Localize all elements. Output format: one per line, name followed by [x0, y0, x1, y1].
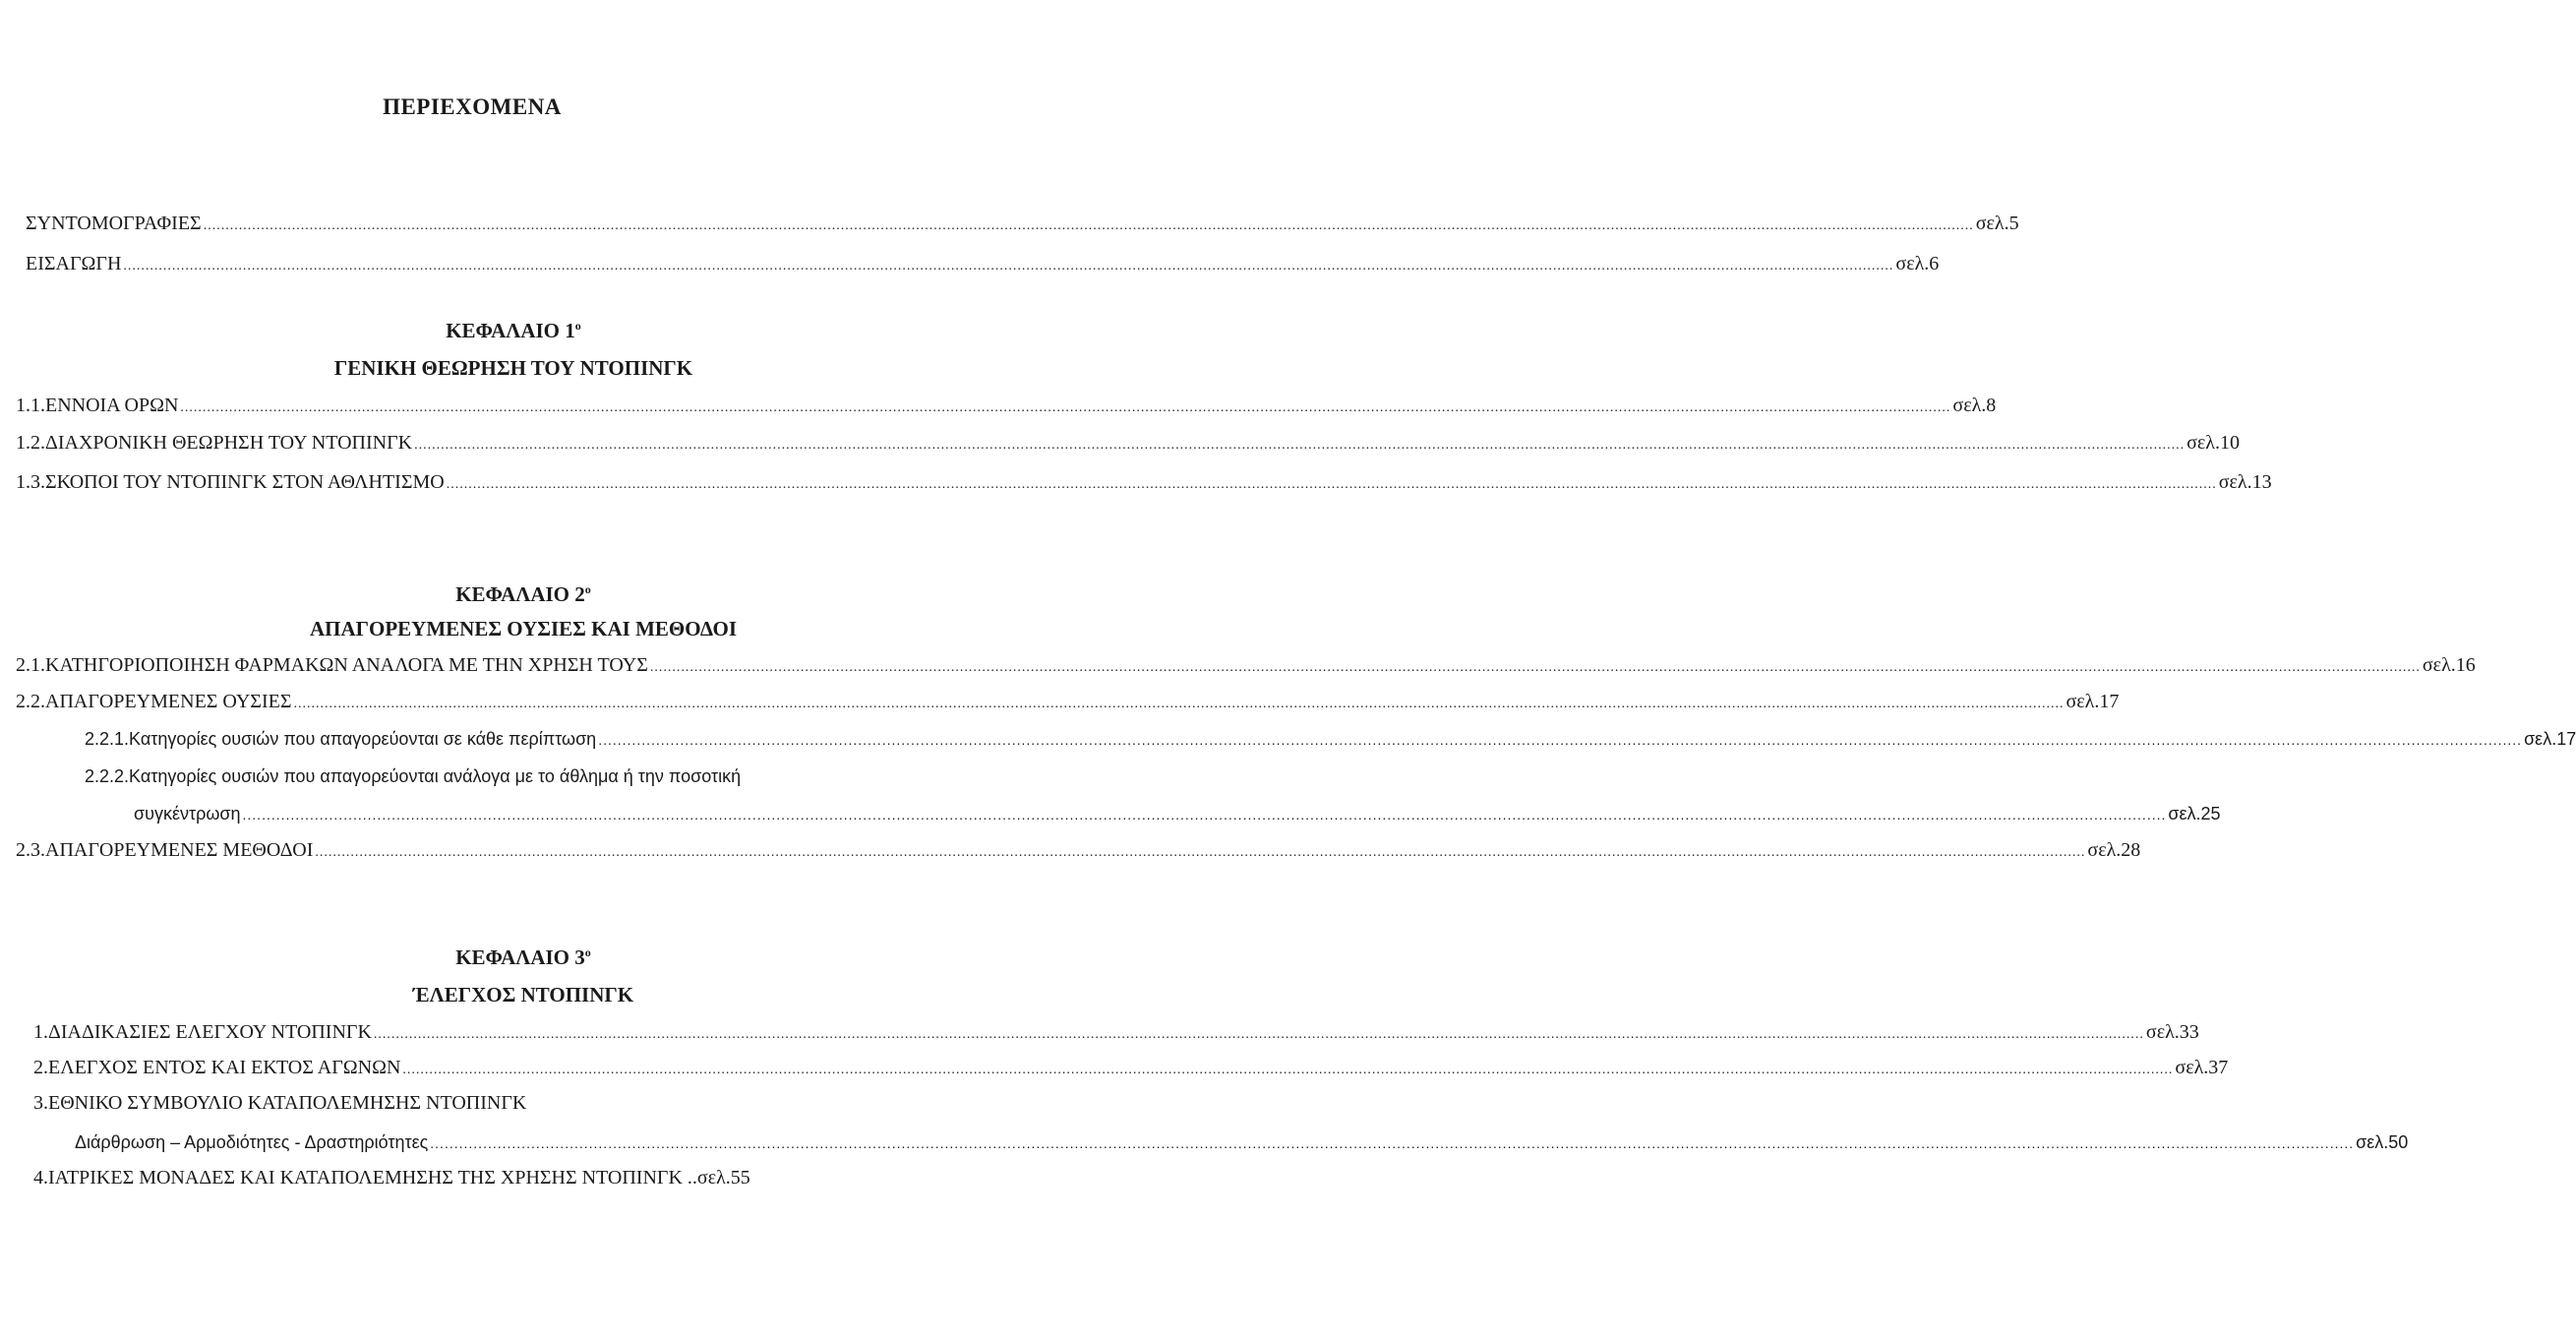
toc-entry[interactable]: [134, 801, 2221, 827]
toc-entry-page: σελ.17: [2524, 729, 2576, 749]
toc-entry[interactable]: [16, 837, 2141, 866]
toc-entry-page: σελ.25: [2168, 804, 2221, 824]
dot-leader: ................................................................................................................................................................................................................................................................................................................................................................................................................: [242, 807, 2167, 823]
chapter-heading-1: ΚΕΦΑΛΑΙΟ $1^o$: [446, 319, 581, 342]
toc-entry[interactable]: [85, 726, 2576, 753]
toc-entry[interactable]: [33, 1165, 824, 1190]
toc-entry-page: σελ.10: [2187, 432, 2240, 454]
toc-entry-abbreviations[interactable]: [26, 211, 2019, 239]
toc-entry-label: 4.ΙΑΤΡΙΚΕΣ ΜΟΝΑΔΕΣ ΚΑΙ ΚΑΤΑΠΟΛΕΜΗΣΗΣ ΤΗΣ ΧΡΗΣΗΣ ΝΤΟΠΙΝΓΚ ..: [33, 1167, 697, 1189]
toc-entry-label: 1.3.ΣΚΟΠΟΙ ΤΟΥ ΝΤΟΠΙΝΓΚ ΣΤΟΝ ΑΘΛΗΤΙΣΜΟ: [16, 471, 445, 493]
chapter-heading-3: ΚΕΦΑΛΑΙΟ $3^o$: [455, 946, 591, 969]
ordinal-superscript: ο: [584, 582, 591, 596]
toc-entry-page: σελ.33: [2145, 1021, 2199, 1043]
toc-entry-page: σελ.8: [1952, 395, 1997, 416]
ordinal-superscript: ο: [574, 319, 581, 333]
toc-entry-label: 2.2.1.Κατηγορίες ουσιών που απαγορεύονται σε κάθε περίπτωση: [85, 729, 597, 749]
toc-entry-page: σελ.17: [2066, 691, 2120, 712]
toc-entry-label: 1.2.ΔΙΑΧΡΟΝΙΚΗ ΘΕΩΡΗΣΗ ΤΟΥ ΝΤΟΠΙΝΓΚ: [16, 432, 413, 454]
toc-entry[interactable]: [33, 1019, 2199, 1048]
dot-leader: ................................................................................................................................................................................................................................................................................................................................................................................................................: [123, 259, 1894, 274]
dot-leader: ................................................................................................................................................................................................................................................................................................................................................................................................................: [315, 845, 2086, 860]
dot-leader: ................................................................................................................................................................................................................................................................................................................................................................................................................: [649, 660, 2421, 675]
dot-leader: ................................................................................................................................................................................................................................................................................................................................................................................................................: [414, 438, 2186, 453]
toc-entry-page: σελ.16: [2422, 654, 2476, 676]
toc-entry-label: ΣΥΝΤΟΜΟΓΡΑΦΙΕΣ: [26, 213, 202, 234]
toc-entry[interactable]: [16, 430, 2240, 458]
toc-entry-label: 1.ΔΙΑΔΙΚΑΣΙΕΣ ΕΛΕΓΧΟΥ ΝΤΟΠΙΝΓΚ: [33, 1021, 372, 1043]
page-title: ΠΕΡΙΕΧΟΜΕΝΑ: [383, 94, 562, 119]
toc-entry-page: σελ.6: [1895, 253, 1940, 274]
dot-leader: ................................................................................................................................................................................................................................................................................................................................................................................................................: [293, 697, 2065, 711]
toc-entry-wrapped[interactable]: 3.ΕΘΝΙΚΟ ΣΥΜΒΟΥΛΙΟ ΚΑΤΑΠΟΛΕΜΗΣΗΣ ΝΤΟΠΙΝΓΚ: [33, 1092, 527, 1114]
dot-leader: ................................................................................................................................................................................................................................................................................................................................................................................................................: [446, 477, 2217, 492]
toc-entry-label: ΕΙΣΑΓΩΓΗ: [26, 253, 122, 274]
toc-entry[interactable]: [33, 1055, 2229, 1083]
toc-entry-label: 1.1.ΕΝΝΟΙΑ ΟΡΩΝ: [16, 395, 179, 416]
toc-entry[interactable]: [16, 689, 2120, 717]
chapter-subtitle-1: ΓΕΝΙΚΗ ΘΕΩΡΗΣΗ ΤΟΥ ΝΤΟΠΙΝΓΚ: [333, 356, 693, 380]
dot-leader: ................................................................................................................................................................................................................................................................................................................................................................................................................: [373, 1027, 2144, 1042]
dot-leader: ................................................................................................................................................................................................................................................................................................................................................................................................................: [203, 218, 1974, 233]
toc-entry-label: 2.2.ΑΠΑΓΟΡΕΥΜΕΝΕΣ ΟΥΣΙΕΣ: [16, 691, 292, 712]
toc-entry-page: σελ.37: [2175, 1057, 2229, 1078]
dot-leader: ................................................................................................................................................................................................................................................................................................................................................................................................................: [180, 400, 1951, 415]
toc-entry-page: σελ.55: [696, 1167, 750, 1189]
chapter-heading-2: ΚΕΦΑΛΑΙΟ $2^o$: [455, 582, 591, 606]
toc-entry-page: σελ.5: [1975, 213, 2019, 234]
toc-entry-page: σελ.28: [2087, 839, 2141, 861]
toc-entry-wrapped[interactable]: 2.2.2.Κατηγορίες ουσιών που απαγορεύονται ανάλογα με το άθλημα ή την ποσοτική: [85, 766, 742, 786]
toc-entry-page: σελ.50: [2356, 1132, 2409, 1152]
toc-entry[interactable]: [75, 1129, 2409, 1156]
toc-entry-label: 2.1.ΚΑΤΗΓΟΡΙΟΠΟΙΗΣΗ ΦΑΡΜΑΚΩΝ ΑΝΑΛΟΓΑ ΜΕ ΤΗΝ ΧΡΗΣΗ ΤΟΥΣ: [16, 654, 648, 676]
chapter-subtitle-3: ΈΛΕΓΧΟΣ ΝΤΟΠΙΝΓΚ: [412, 983, 634, 1006]
toc-entry[interactable]: [16, 469, 2272, 498]
toc-entry[interactable]: [16, 393, 1997, 421]
toc-entry-page: σελ.13: [2218, 471, 2272, 493]
toc-entry-label: συγκέντρωση: [134, 804, 241, 824]
chapter-subtitle-2: ΑΠΑΓΟΡΕΥΜΕΝΕΣ ΟΥΣΙΕΣ ΚΑΙ ΜΕΘΟΔΟΙ: [309, 617, 738, 640]
toc-entry-label: 2.3.ΑΠΑΓΟΡΕΥΜΕΝΕΣ ΜΕΘΟΔΟΙ: [16, 839, 314, 861]
toc-entry[interactable]: [16, 652, 2476, 681]
toc-entry-introduction[interactable]: [26, 251, 1940, 279]
ordinal-superscript: ο: [584, 946, 591, 959]
toc-entry-label: 2.ΕΛΕΓΧΟΣ ΕΝΤΟΣ ΚΑΙ ΕΚΤΟΣ ΑΓΩΝΩΝ: [33, 1057, 401, 1078]
dot-leader: ................................................................................................................................................................................................................................................................................................................................................................................................................: [598, 732, 2523, 748]
dot-leader: ................................................................................................................................................................................................................................................................................................................................................................................................................: [402, 1063, 2174, 1077]
toc-entry-label: Διάρθρωση – Αρμοδιότητες - Δραστηριότητες: [75, 1132, 429, 1152]
dot-leader: ................................................................................................................................................................................................................................................................................................................................................................................................................: [430, 1135, 2355, 1151]
